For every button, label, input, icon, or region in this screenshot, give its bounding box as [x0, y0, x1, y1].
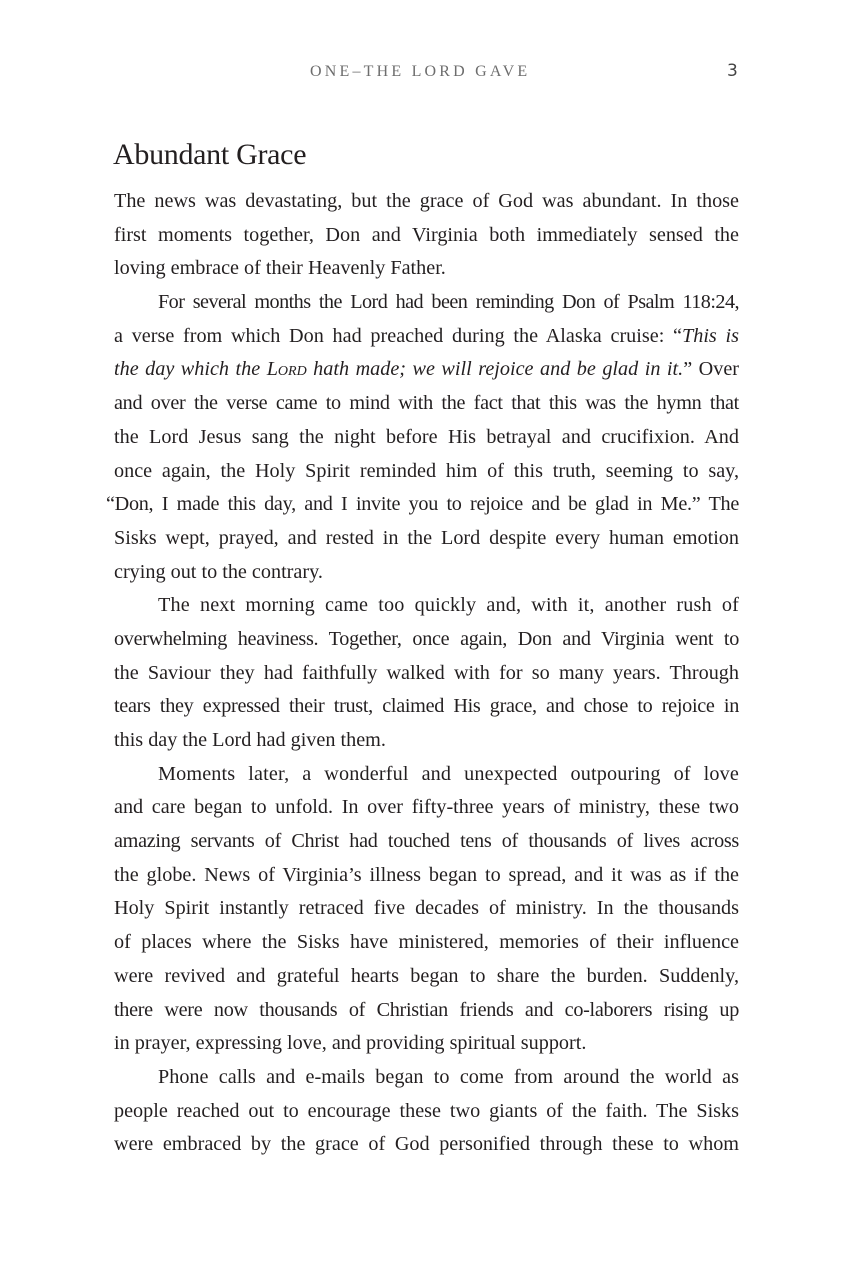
text-line: of places where the Sisks have ministered, memories of their influence [114, 931, 739, 954]
text-line: were revived and grateful hearts began to share the burden. Suddenly, [114, 964, 739, 987]
paragraph [114, 589, 739, 757]
scripture-quote: This is [682, 324, 739, 347]
paragraph [114, 1061, 739, 1162]
text-line: this day the Lord had given them. [114, 729, 386, 751]
scripture-quote [114, 358, 683, 380]
text-run: a verse from which Don had preached during the Alaska cruise: “ [114, 324, 682, 347]
text-line: first moments together, Don and Virginia both immediately sensed the [114, 223, 739, 246]
text-line: tears they expressed their trust, claimed His grace, and chose to rejoice in [114, 695, 739, 718]
text-line: there were now thousands of Christian friends and co-laborers rising up [114, 998, 739, 1021]
paragraph [106, 286, 739, 589]
text-line: Moments later, a wonderful and unexpected outpouring of love [158, 762, 739, 785]
text-line: and care began to unfold. In over fifty-three years of ministry, these two [114, 796, 739, 819]
text-line: Sisks wept, prayed, and rested in the Lord despite every human emotion [114, 526, 739, 549]
text-line [114, 320, 739, 354]
text-line: and over the verse came to mind with the fact that this was the hymn that [114, 392, 739, 415]
chapter-running-title: ONE–THE LORD GAVE [310, 63, 531, 80]
text-line: people reached out to encourage these two giants of the faith. The Sisks [114, 1099, 739, 1122]
text-line: The news was devastating, but the grace of God was abundant. In those [114, 190, 739, 212]
text-line: The next morning came too quickly and, with it, another rush of [158, 594, 739, 617]
text-line: For several months the Lord had been reminding Don of Psalm 118:24, [158, 291, 739, 314]
text-line: the Saviour they had faithfully walked with for so many years. Through [114, 661, 739, 684]
paragraph [114, 185, 739, 286]
text-run: ” Over [683, 358, 739, 381]
text-line: the globe. News of Virginia’s illness began to spread, and it was as if the [114, 863, 739, 886]
page-number: 3 [727, 61, 738, 81]
body-text [106, 185, 739, 1162]
text-line: were embraced by the grace of God personified through these to whom [114, 1133, 739, 1156]
running-head [0, 63, 853, 89]
text-line: overwhelming heaviness. Together, once again, Don and Virginia went to [114, 627, 739, 650]
section-heading: Abundant Grace [113, 138, 307, 171]
text-line: amazing servants of Christ had touched tens of thousands of lives across [114, 830, 739, 853]
text-line: Holy Spirit instantly retraced five decades of ministry. In the thousands [114, 897, 739, 920]
text-line: the Lord Jesus sang the night before His betrayal and crucifixion. And [114, 425, 739, 448]
text-line [114, 353, 739, 387]
text-line: Phone calls and e-mails began to come from around the world as [158, 1065, 739, 1088]
text-line: “Don, I made this day, and I invite you to rejoice and be glad in Me.” The [106, 493, 739, 516]
text-line: loving embrace of their Heavenly Father. [114, 257, 446, 280]
text-run: the day which the [114, 358, 267, 381]
text-line: in prayer, expressing love, and providing spiritual support. [114, 1032, 587, 1055]
text-line: crying out to the contrary. [114, 560, 323, 583]
text-run: hath made; we will rejoice and be glad in it. [306, 358, 684, 381]
paragraph [114, 758, 739, 1061]
text-line: once again, the Holy Spirit reminded him of this truth, seeming to say, [114, 459, 739, 482]
small-caps-lord: Lord [266, 358, 307, 381]
